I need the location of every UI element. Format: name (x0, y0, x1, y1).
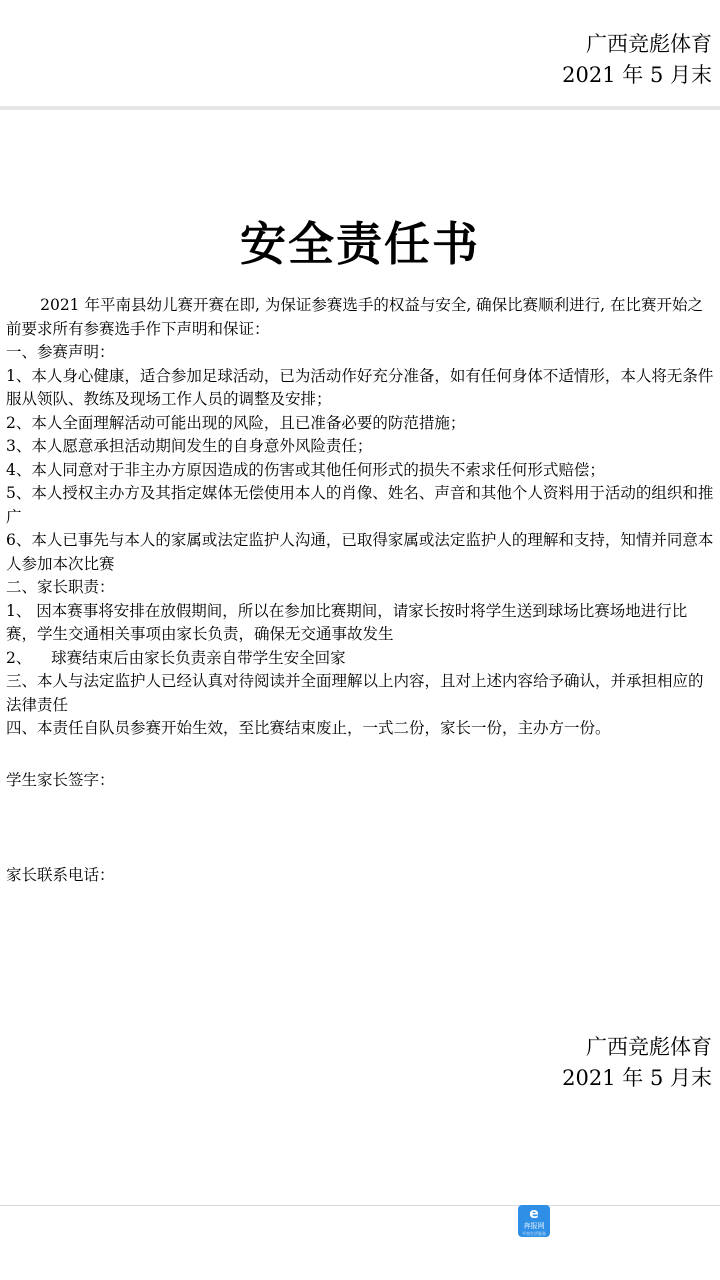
footer-org: 广西竞彪体育 (586, 1035, 712, 1059)
section-1-item: 4、本人同意对于非主办方原因造成的伤害或其他任何形式的损失不索求任何形式赔偿； (6, 460, 605, 479)
section-2-heading: 二、家长职责： (6, 578, 115, 596)
section-1-item: 6、本人已事先与本人的家属或法定监护人沟通，已取得家属或法定监护人的理解和支持，知情并同意本人参加本次比赛 (6, 531, 714, 573)
intro-paragraph: 2021 年平南县幼儿赛开赛在即, 为保证参赛选手的权益与安全, 确保比赛顺利进行, 在比赛开始之前要求所有参赛选手作下声明和保证： (6, 296, 704, 338)
header-org: 广西竞彪体育 (586, 32, 712, 56)
footer-divider (0, 1205, 720, 1206)
logo-subtext: 平南生活服务 (522, 1231, 546, 1236)
footer-signature (562, 1032, 712, 1094)
section-2-item: 1、 因本赛事将安排在放假期间，所以在参加比赛期间，请家长按时将学生送到球场比赛场地进行比赛，学生交通相关事项由家长负责，确保无交通事故发生 (6, 601, 688, 643)
document-title: 安全责任书 (240, 217, 480, 271)
section-1-heading: 一、参赛声明： (6, 343, 115, 361)
section-1-item: 5、本人授权主办方及其指定媒体无偿使用本人的肖像、姓名、声音和其他个人资料用于活动的组织和推广 (6, 484, 714, 526)
document-body (6, 294, 714, 741)
section-4-paragraph: 四、本责任自队员参赛开始生效，至比赛结束废止，一式二份，家长一份，主办方一份。 (6, 719, 611, 737)
header-signature (562, 29, 712, 91)
section-1-item: 3、本人愿意承担活动期间发生的自身意外风险责任； (6, 437, 373, 455)
section-1-item: 1、本人身心健康，适合参加足球活动，已为活动作好充分准备，如有任何身体不适情形，本人将无条件服从领队、教练及现场工作人员的调整及安排； (6, 366, 714, 408)
parent-signature-label: 学生家长签字： (6, 771, 115, 789)
app-logo-icon: e 奔报网 平南生活服务 (518, 1205, 550, 1237)
section-2-item: 2、 球赛结束后由家长负责亲自带学生安全回家 (6, 648, 346, 667)
section-1-item: 2、本人全面理解活动可能出现的风险，且已准备必要的防范措施； (6, 413, 466, 432)
section-3-paragraph: 三、本人与法定监护人已经认真对待阅读并全面理解以上内容，且对上述内容给予确认，并承担相应的法律责任 (6, 672, 704, 714)
footer-date: 2021 年 5 月末 (562, 1066, 712, 1090)
header-date: 2021 年 5 月末 (562, 63, 712, 87)
logo-text: 奔报网 (523, 1222, 545, 1230)
parent-phone-label: 家长联系电话： (6, 866, 115, 884)
